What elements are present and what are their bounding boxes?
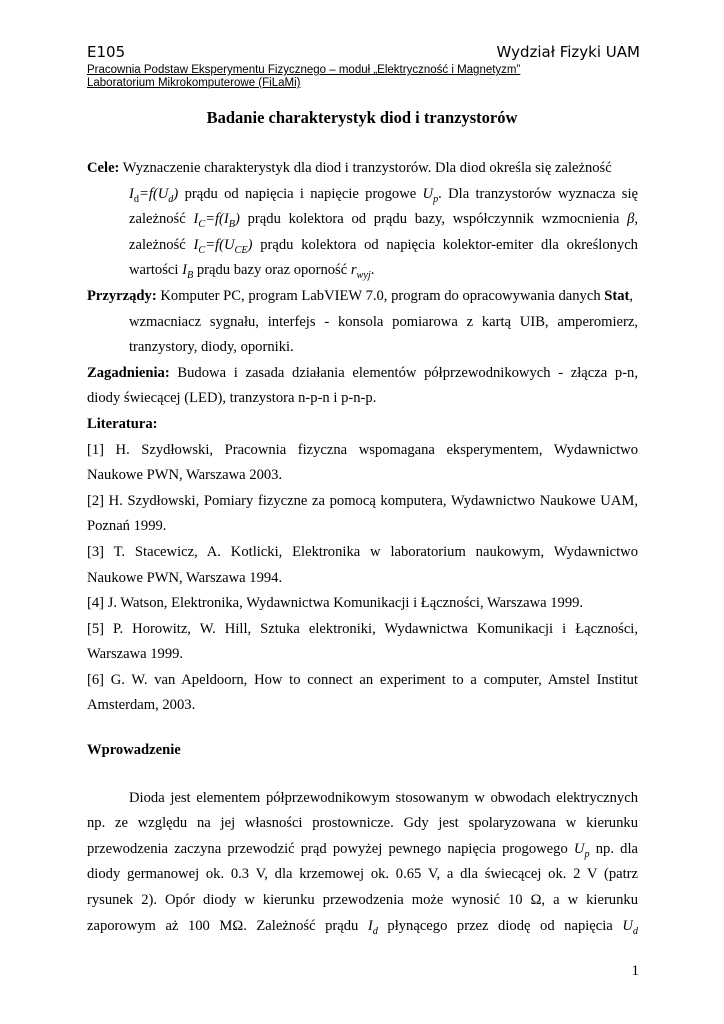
instruments-line-3: tranzystory, diody, oporniki.	[129, 339, 294, 356]
goals-line-2: $I_d=f(U_d)$ prądu od napięcia i napięcie progowe $U_p$. Dla tranzystorów wyznacza się	[129, 185, 638, 205]
header-sublab-line: Laboratorium Mikrokomputerowe (FiLaMi)	[87, 77, 301, 89]
intro-line-4: diody germanowej ok. 0.3 V, dla krzemowej ok. 0.65 V, a dla świecącej ok. 2 V (patrz	[87, 866, 638, 883]
goals-line-5: wartości $I_B$ prądu bazy oraz oporność $r_{wyj}$.	[129, 262, 375, 282]
literature-label: Literatura:	[87, 415, 158, 432]
instruments-label: Przyrządy:	[87, 287, 157, 304]
intro-line-5: rysunek 2). Opór diody w kierunku przewodzenia może wynosić 10 Ω, a w kierunku	[87, 892, 638, 909]
reference-3-line-1: [3] T. Stacewicz, A. Kotlicki, Elektronika w laboratorium naukowym, Wydawnictwo	[87, 543, 638, 560]
page-number: 1	[631, 963, 639, 979]
intro-heading: Wprowadzenie	[87, 742, 181, 759]
department-name: Wydział Fizyki UAM	[496, 43, 640, 61]
reference-6-line-1: [6] G. W. van Apeldoorn, How to connect an experiment to a computer, Amstel Institut	[87, 671, 638, 688]
issues-line-2: diody świecącej (LED), tranzystora n-p-n i p-n-p.	[87, 390, 377, 407]
reference-4-line-1: [4] J. Watson, Elektronika, Wydawnictwa Komunikacji i Łączności, Warszawa 1999.	[87, 595, 584, 612]
issues-label: Zagadnienia:	[87, 364, 170, 381]
reference-2-line-2: Poznań 1999.	[87, 518, 167, 535]
reference-5-line-2: Warszawa 1999.	[87, 646, 184, 663]
goals-line-4: zależność $I_C=f(U_{CE})$ prądu kolektora od napięcia kolektor-emiter dla określonych	[129, 236, 638, 256]
course-code: E105	[87, 43, 126, 61]
reference-1-line-2: Naukowe PWN, Warszawa 2003.	[87, 467, 283, 484]
reference-6-line-2: Amsterdam, 2003.	[87, 697, 196, 714]
instruments-line-2: wzmacniacz sygnału, interfejs - konsola pomiarowa z kartą UIB, amperomierz,	[129, 313, 638, 330]
intro-line-2: np. ze względu na jej własności prostownicze. Gdy jest spolaryzowana w kierunku	[87, 815, 638, 832]
goals-label: Cele:	[87, 160, 120, 176]
intro-line-1: Dioda jest elementem półprzewodnikowym stosowanym w obwodach elektrycznych	[129, 789, 638, 806]
goals-line-1: Cele: Wyznaczenie charakterystyk dla diod i tranzystorów. Dla diod określa się zależność	[87, 160, 612, 176]
spacer	[87, 764, 638, 786]
intro-line-6: zaporowym aż 100 MΩ. Zależność prądu $I_d$ płynącego przez diodę od napięcia $U_d$	[87, 917, 638, 937]
document-body	[87, 156, 638, 939]
goals-line-3: zależność $I_C=f(I_B)$ prądu kolektora od prądu bazy, współczynnik wzmocnienia β,	[129, 211, 638, 231]
reference-5-line-1: [5] P. Horowitz, W. Hill, Sztuka elektroniki, Wydawnictwa Komunikacji i Łączności,	[87, 620, 638, 637]
reference-3-line-2: Naukowe PWN, Warszawa 1994.	[87, 569, 283, 586]
issues-line-1: Zagadnienia: Budowa i zasada działania elementów półprzewodnikowych - złącza p-n,	[87, 364, 638, 381]
spacer	[87, 719, 638, 738]
intro-line-3: przewodzenia zaczyna przewodzić prąd powyżej pewnego napięcia progowego $U_p$ np. dla	[87, 840, 638, 860]
instruments-line-1: Przyrządy: Komputer PC, program LabVIEW 7.0, program do opracowywania danych Stat,	[87, 287, 634, 304]
reference-1-line-1: [1] H. Szydłowski, Pracownia fizyczna wspomagana eksperymentem, Wydawnictwo	[87, 441, 638, 458]
page-title: Badanie charakterystyk diod i tranzystorów	[206, 108, 518, 127]
reference-2-line-1: [2] H. Szydłowski, Pomiary fizyczne za pomocą komputera, Wydawnictwo Naukowe UAM,	[87, 492, 638, 509]
header-lab-line: Pracownia Podstaw Eksperymentu Fizycznego – moduł „Elektryczność i Magnetyzm”	[87, 64, 521, 76]
